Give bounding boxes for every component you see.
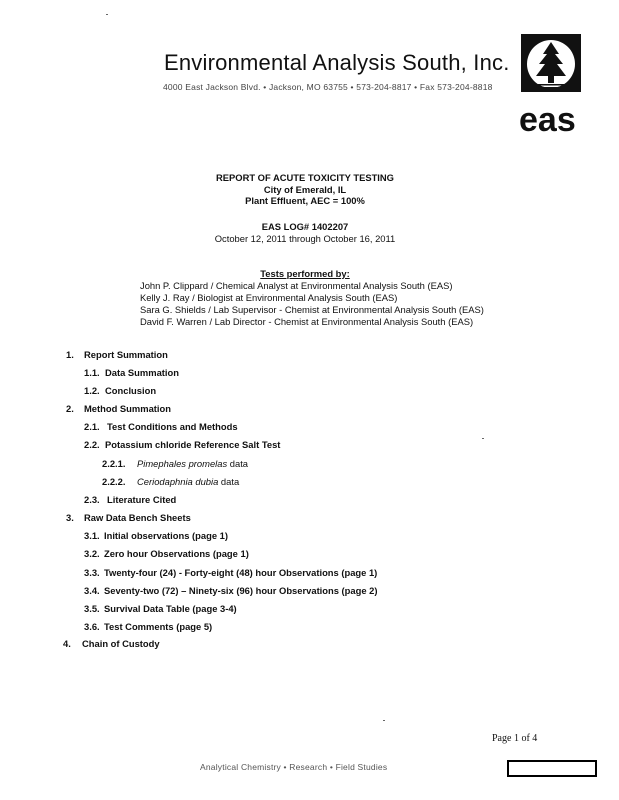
toc-item: 3.2. Zero hour Observations (page 1)	[84, 548, 249, 559]
toc-item: 3.6. Test Comments (page 5)	[84, 621, 213, 632]
title-line: Plant Effluent, AEC = 100%	[245, 195, 365, 206]
footer-tagline: Analytical Chemistry • Research • Field Studies	[200, 762, 388, 772]
footer-box	[507, 760, 597, 777]
toc-item: 2.3. Literature Cited	[84, 494, 177, 505]
log-block	[150, 221, 460, 244]
date-range: October 12, 2011 through October 16, 2011	[214, 232, 396, 244]
toc-item: 1.2. Conclusion	[84, 385, 157, 396]
toc-item: 4. Chain of Custody	[63, 638, 160, 649]
toc-item: 3.5. Survival Data Table (page 3-4)	[84, 603, 237, 614]
staff-list	[140, 280, 484, 328]
scan-speck	[106, 14, 108, 15]
toc-item: 3.3. Twenty-four (24) - Forty-eight (48) hour Observations (page 1)	[84, 567, 378, 578]
staff-entry: John P. Clippard / Chemical Analyst at Environmental Analysis South (EAS)	[140, 280, 453, 291]
toc-item: 2.2.2. Ceriodaphnia dubia data	[102, 476, 240, 487]
tests-performed-heading: Tests performed by:	[260, 268, 350, 279]
page-number: Page 1 of 4	[492, 733, 538, 744]
company-address: 4000 East Jackson Blvd. • Jackson, MO 63755 • 573-204-8817 • Fax 573-204-8818	[163, 82, 493, 92]
toc-item: 1. Report Summation	[66, 349, 168, 360]
toc-item: 1.1. Data Summation	[84, 367, 179, 378]
toc-item: 3.4. Seventy-two (72) – Ninety-six (96) hour Observations (page 2)	[84, 585, 378, 596]
company-name: Environmental Analysis South, Inc.	[164, 50, 510, 75]
toc-item: 2.2. Potassium chloride Reference Salt Test	[84, 439, 281, 450]
log-number: EAS LOG# 1402207	[261, 221, 349, 232]
report-title	[150, 172, 460, 207]
toc-item: 2.2.1. Pimephales promelas data	[102, 458, 249, 469]
staff-entry: Kelly J. Ray / Biologist at Environmental Analysis South (EAS)	[140, 292, 398, 303]
staff-entry: Sara G. Shields / Lab Supervisor - Chemist at Environmental Analysis South (EAS)	[140, 304, 484, 315]
toc-item: 2.1. Test Conditions and Methods	[84, 421, 238, 432]
scan-speck	[383, 720, 385, 721]
toc-item: 3.1. Initial observations (page 1)	[84, 530, 228, 541]
toc-item: 3. Raw Data Bench Sheets	[66, 512, 191, 523]
title-line: City of Emerald, IL	[263, 183, 347, 195]
staff-entry: David F. Warren / Lab Director - Chemist at Environmental Analysis South (EAS)	[140, 316, 474, 327]
scan-speck	[482, 438, 484, 439]
title-line: REPORT OF ACUTE TOXICITY TESTING	[216, 172, 394, 183]
logo-text: eas	[519, 101, 576, 134]
pine-tree-icon	[518, 34, 584, 134]
eas-logo	[518, 34, 584, 134]
toc-item: 2. Method Summation	[66, 403, 171, 414]
